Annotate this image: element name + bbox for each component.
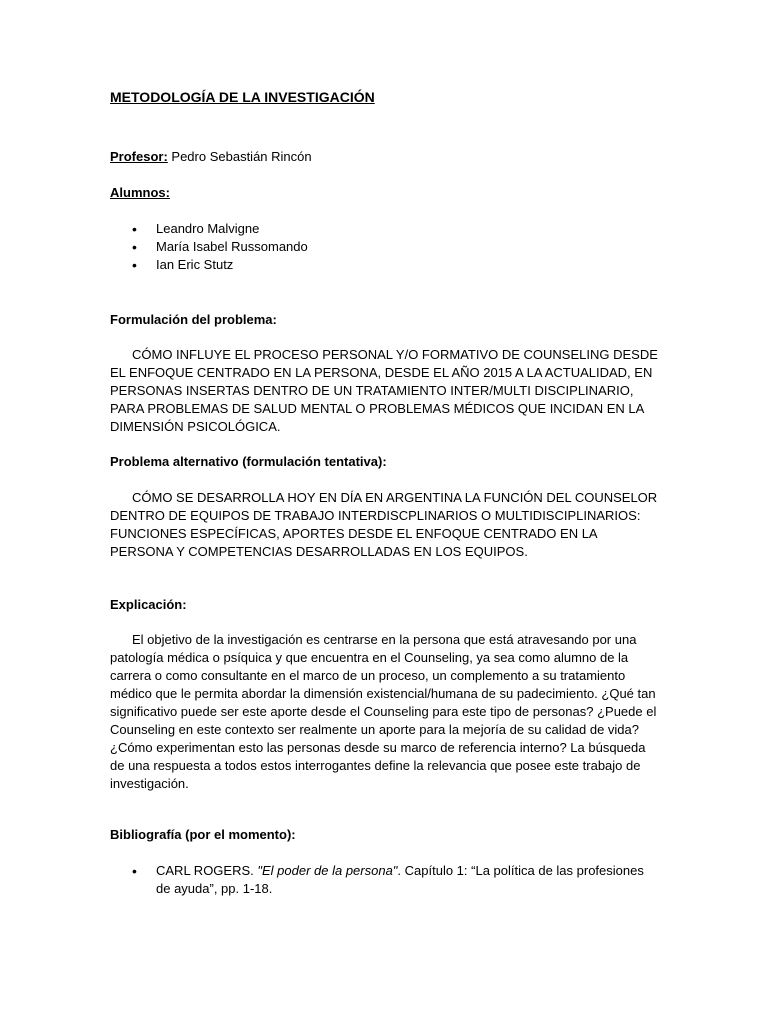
explicacion-heading: Explicación: bbox=[110, 597, 187, 612]
alumnos-list bbox=[110, 220, 660, 274]
list-item: • Leandro Malvigne bbox=[110, 220, 660, 238]
formulacion-heading: Formulación del problema: bbox=[110, 312, 277, 327]
list-item: • Ian Eric Stutz bbox=[110, 256, 660, 274]
list-item: • María Isabel Russomando bbox=[110, 238, 660, 256]
explicacion-text: El objetivo de la investigación es centrarse en la persona que está atravesando por una patología médica o psíquica y que encuentra en el Counseling, ya sea como alumno de la carrera o como consultante en el marco de un proceso, un complemento a su tratamiento médico que le permita abordar la dimensión existencial/humana de su padecimiento. ¿Qué tan significativo puede ser este aporte desde el Counseling para este tipo de personas? ¿Puede el Counseling en este contexto ser realmente un aporte para la mejoría de su calidad de vida? ¿Cómo experimentan esto las personas desde su marco de referencia interno? La búsqueda de una respuesta a todos estos interrogantes define la relevancia que posee este trabajo de investigación. bbox=[110, 632, 657, 791]
bibliografia-list bbox=[110, 862, 660, 898]
alumnos-label: Alumnos: bbox=[110, 185, 170, 200]
document-title: METODOLOGÍA DE LA INVESTIGACIÓN bbox=[110, 89, 375, 105]
biblio-author: CARL ROGERS. bbox=[156, 863, 258, 878]
biblio-details: . Capítulo 1: “La política de las profesiones de ayuda”, pp. 1-18. bbox=[156, 863, 644, 896]
profesor-name: Pedro Sebastián Rincón bbox=[167, 149, 312, 164]
bibliografia-heading: Bibliografía (por el momento): bbox=[110, 827, 296, 842]
profesor-line bbox=[110, 148, 660, 166]
profesor-label: Profesor: bbox=[110, 149, 168, 164]
alternativo-text: CÓMO SE DESARROLLA HOY EN DÍA EN ARGENTINA LA FUNCIÓN DEL COUNSELOR DENTRO DE EQUIPOS DE TRABAJO INTERDISCPLINARIOS O MULTIDISCIPLINARIOS: FUNCIONES ESPECÍFICAS, APORTES DESDE EL ENFOQUE CENTRADO EN LA PERSONA Y COMPETENCIAS DESARROLLADAS EN LOS EQUIPOS. bbox=[110, 490, 658, 559]
biblio-work: "El poder de la persona" bbox=[257, 863, 398, 878]
formulacion-text: CÓMO INFLUYE EL PROCESO PERSONAL Y/O FORMATIVO DE COUNSELING DESDE EL ENFOQUE CENTRADO EN LA PERSONA, DESDE EL AÑO 2015 A LA ACTUALIDAD, EN PERSONAS INSERTAS DENTRO DE UN TRATAMIENTO INTER/MULTI DISCIPLINARIO, PARA PROBLEMAS DE SALUD MENTAL O PROBLEMAS MÉDICOS QUE INCIDAN EN LA DIMENSIÓN PSICOLÓGICA. bbox=[110, 347, 658, 434]
alternativo-heading: Problema alternativo (formulación tentativa): bbox=[110, 454, 387, 469]
list-item bbox=[110, 862, 660, 898]
